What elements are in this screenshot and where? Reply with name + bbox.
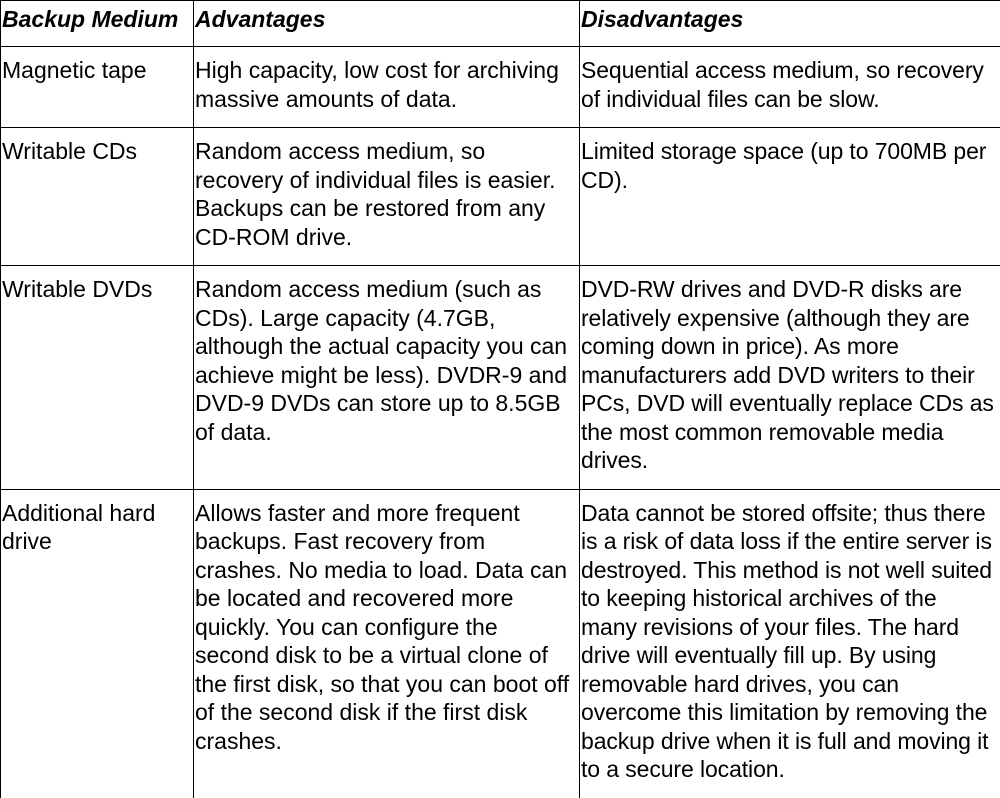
medium-cell xyxy=(1,266,194,490)
table-row xyxy=(1,47,1000,128)
header-backup-medium: Backup Medium xyxy=(1,1,194,47)
advantages-text: Random access medium, so recovery of individual files is easier. Backups can be restored from any CD-ROM drive. xyxy=(195,137,577,251)
table-row xyxy=(1,266,1000,490)
table-header-row xyxy=(1,1,1000,47)
advantages-cell xyxy=(194,266,580,490)
disadvantages-cell xyxy=(580,128,1000,266)
disadvantages-text: Sequential access medium, so recovery of individual files can be slow. xyxy=(581,56,998,113)
table-row xyxy=(1,489,1000,798)
advantages-cell xyxy=(194,489,580,798)
advantages-cell xyxy=(194,128,580,266)
disadvantages-cell xyxy=(580,47,1000,128)
disadvantages-text: Limited storage space (up to 700MB per CD). xyxy=(581,137,998,194)
medium-cell xyxy=(1,128,194,266)
disadvantages-cell xyxy=(580,489,1000,798)
medium-name: Magnetic tape xyxy=(2,56,191,85)
header-advantages: Advantages xyxy=(194,1,580,47)
advantages-cell xyxy=(194,47,580,128)
disadvantages-text: DVD-RW drives and DVD-R disks are relatively expensive (although they are coming down in price). As more manufacturers add DVD writers to their PCs, DVD will eventually replace CDs as the most common removable media drives. xyxy=(581,275,998,475)
advantages-text: Allows faster and more frequent backups. Fast recovery from crashes. No media to load. Data can be located and recovered more quickly. You can configure the second disk to be a virtual clone of the first disk, so that you can boot off of the second disk if the first disk crashes. xyxy=(195,499,577,756)
header-disadvantages: Disadvantages xyxy=(580,1,1000,47)
medium-cell xyxy=(1,47,194,128)
table-row xyxy=(1,128,1000,266)
advantages-text: High capacity, low cost for archiving massive amounts of data. xyxy=(195,56,577,113)
disadvantages-cell xyxy=(580,266,1000,490)
disadvantages-text: Data cannot be stored offsite; thus there is a risk of data loss if the entire server is destroyed. This method is not well suited to keeping historical archives of the many revisions of your files. The hard drive will eventually fill up. By using removable hard drives, you can overcome this limitation by removing the backup drive when it is full and moving it to a secure location. xyxy=(581,499,998,784)
advantages-text: Random access medium (such as CDs). Large capacity (4.7GB, although the actual capacity you can achieve might be less). DVDR-9 and DVD-9 DVDs can store up to 8.5GB of data. xyxy=(195,275,577,446)
medium-name: Additional hard drive xyxy=(2,499,191,556)
medium-cell xyxy=(1,489,194,798)
medium-name: Writable DVDs xyxy=(2,275,191,304)
medium-name: Writable CDs xyxy=(2,137,191,166)
